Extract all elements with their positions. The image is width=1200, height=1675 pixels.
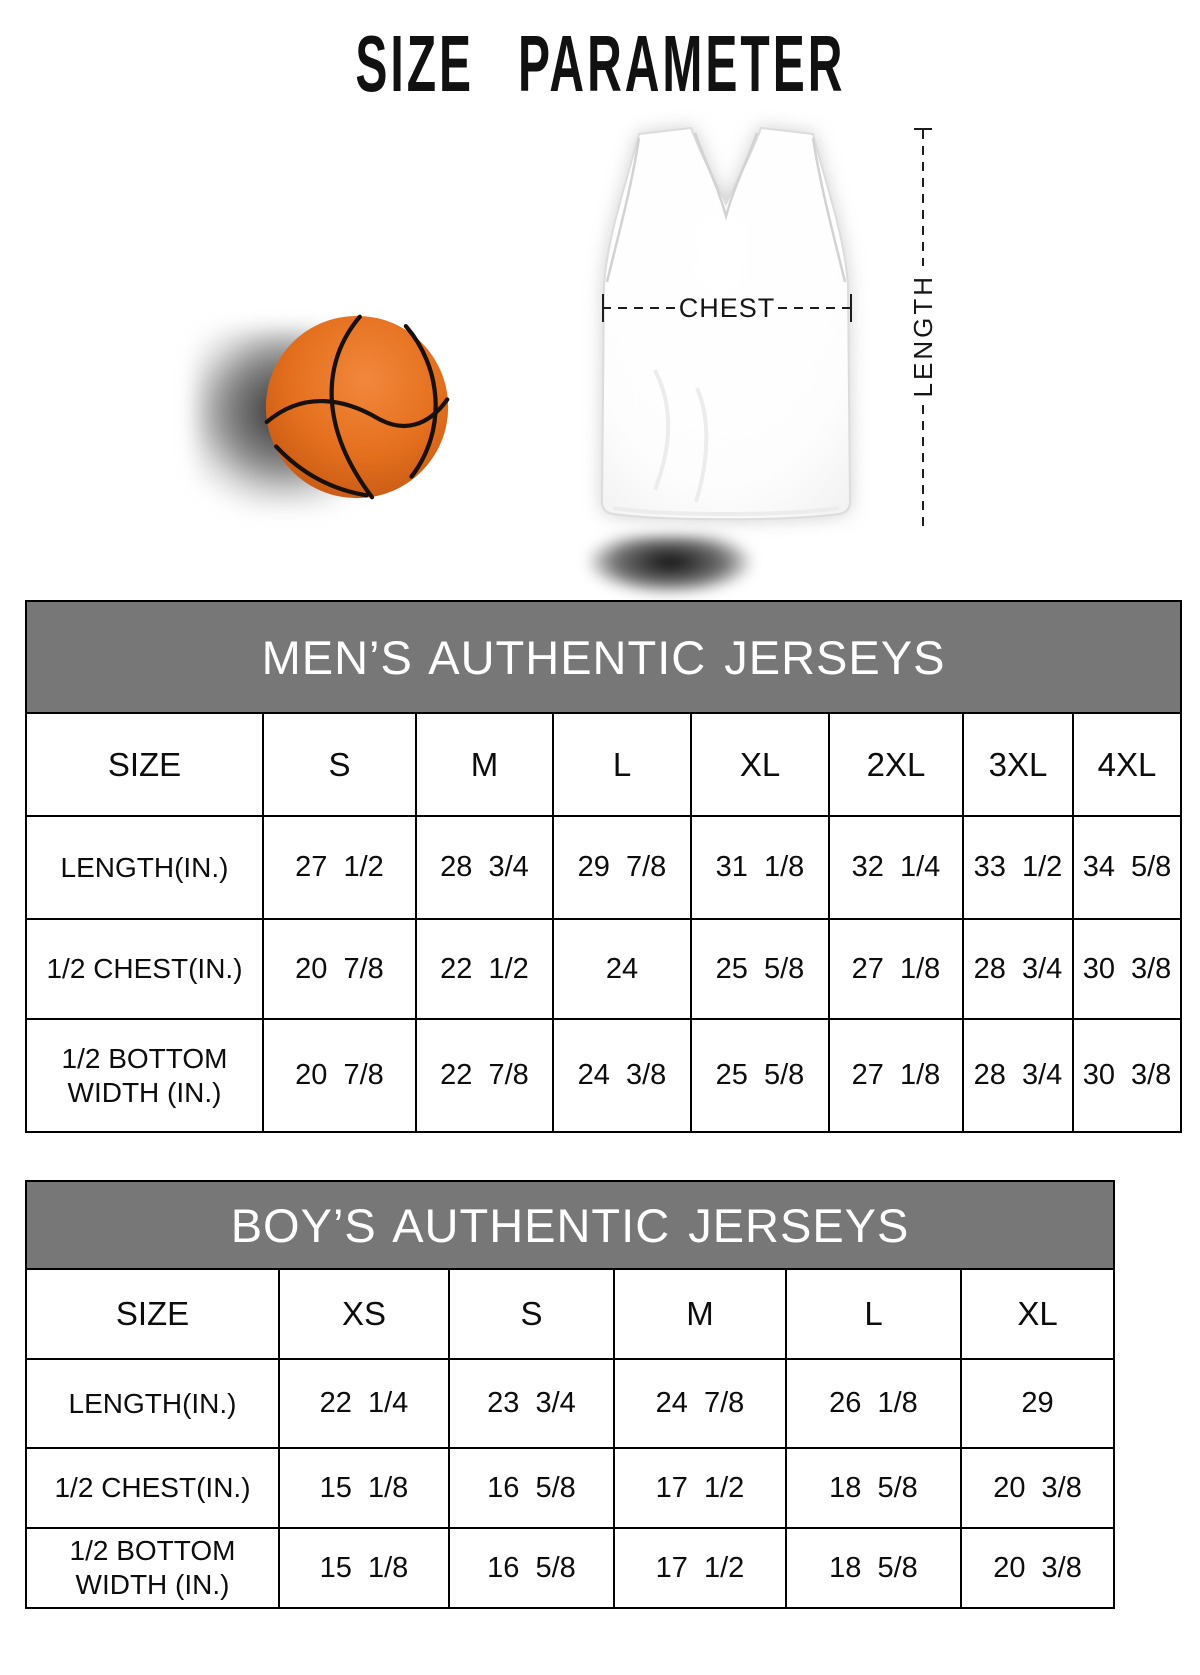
size-value: 16 5/8 — [449, 1448, 614, 1528]
size-value: 20 3/8 — [961, 1528, 1114, 1608]
header-cell: L — [553, 713, 691, 816]
size-value: 26 1/8 — [786, 1359, 961, 1448]
mens-size-table — [25, 600, 1182, 1133]
size-value: 23 3/4 — [449, 1359, 614, 1448]
size-value: 27 1/8 — [829, 1019, 963, 1132]
row-label: 1/2 BOTTOM WIDTH (IN.) — [26, 1528, 279, 1608]
size-value: 24 3/8 — [553, 1019, 691, 1132]
row-label: 1/2 BOTTOM WIDTH (IN.) — [26, 1019, 263, 1132]
header-cell: 3XL — [963, 713, 1073, 816]
basketball-image — [263, 313, 451, 501]
header-cell: 4XL — [1073, 713, 1181, 816]
size-value: 20 7/8 — [263, 919, 416, 1019]
table-row — [26, 816, 1181, 919]
header-cell: S — [449, 1269, 614, 1359]
size-value: 15 1/8 — [279, 1528, 449, 1608]
size-value: 28 3/4 — [963, 919, 1073, 1019]
size-value: 17 1/2 — [614, 1448, 786, 1528]
header-cell: SIZE — [26, 1269, 279, 1359]
size-value: 33 1/2 — [963, 816, 1073, 919]
mens-table-banner: MEN’S AUTHENTIC JERSEYS — [26, 601, 1181, 713]
size-value: 20 3/8 — [961, 1448, 1114, 1528]
size-value: 29 7/8 — [553, 816, 691, 919]
size-value: 29 — [961, 1359, 1114, 1448]
size-value: 30 3/8 — [1073, 1019, 1181, 1132]
header-cell: SIZE — [26, 713, 263, 816]
header-cell: S — [263, 713, 416, 816]
jersey-hem-shadow — [588, 536, 752, 594]
size-value: 22 1/2 — [416, 919, 553, 1019]
size-value: 18 5/8 — [786, 1528, 961, 1608]
page-title: SIZE PARAMETER — [354, 19, 846, 108]
table-row — [26, 1528, 1114, 1608]
table-row — [26, 919, 1181, 1019]
header-cell: XS — [279, 1269, 449, 1359]
size-value: 28 3/4 — [416, 816, 553, 919]
header-cell: XL — [691, 713, 829, 816]
header-cell: M — [614, 1269, 786, 1359]
size-value: 32 1/4 — [829, 816, 963, 919]
table-row — [26, 1359, 1114, 1448]
header-cell: M — [416, 713, 553, 816]
length-dash-bottom — [922, 405, 924, 528]
chest-tick-left — [602, 294, 604, 322]
chest-tick-right — [850, 294, 852, 322]
size-value: 25 5/8 — [691, 1019, 829, 1132]
size-value: 15 1/8 — [279, 1448, 449, 1528]
size-value: 30 3/8 — [1073, 919, 1181, 1019]
length-measure-line — [906, 128, 940, 528]
size-value: 31 1/8 — [691, 816, 829, 919]
length-dash-top — [922, 130, 924, 266]
table-row — [26, 1448, 1114, 1528]
chest-label: CHEST — [678, 292, 776, 323]
chest-measure-line — [602, 292, 852, 324]
size-value: 22 1/4 — [279, 1359, 449, 1448]
size-value: 25 5/8 — [691, 919, 829, 1019]
row-label: 1/2 CHEST(IN.) — [26, 919, 263, 1019]
length-label: LENGTH — [907, 274, 938, 398]
row-label: LENGTH(IN.) — [26, 816, 263, 919]
size-value: 16 5/8 — [449, 1528, 614, 1608]
page-title-wrap — [0, 19, 1200, 108]
size-value: 24 7/8 — [614, 1359, 786, 1448]
row-label: 1/2 CHEST(IN.) — [26, 1448, 279, 1528]
row-label: LENGTH(IN.) — [26, 1359, 279, 1448]
size-value: 34 5/8 — [1073, 816, 1181, 919]
size-value: 17 1/2 — [614, 1528, 786, 1608]
boys-table-banner: BOY’S AUTHENTIC JERSEYS — [26, 1181, 1114, 1269]
chest-dash-left — [602, 307, 676, 309]
size-value: 27 1/8 — [829, 919, 963, 1019]
size-value: 24 — [553, 919, 691, 1019]
chest-dash-right — [778, 307, 852, 309]
boys-size-table — [25, 1180, 1115, 1609]
jersey-image — [595, 120, 857, 530]
size-value: 27 1/2 — [263, 816, 416, 919]
size-value: 18 5/8 — [786, 1448, 961, 1528]
size-value: 20 7/8 — [263, 1019, 416, 1132]
size-value: 28 3/4 — [963, 1019, 1073, 1132]
header-cell: 2XL — [829, 713, 963, 816]
header-cell: XL — [961, 1269, 1114, 1359]
size-value: 22 7/8 — [416, 1019, 553, 1132]
header-cell: L — [786, 1269, 961, 1359]
table-row — [26, 1019, 1181, 1132]
